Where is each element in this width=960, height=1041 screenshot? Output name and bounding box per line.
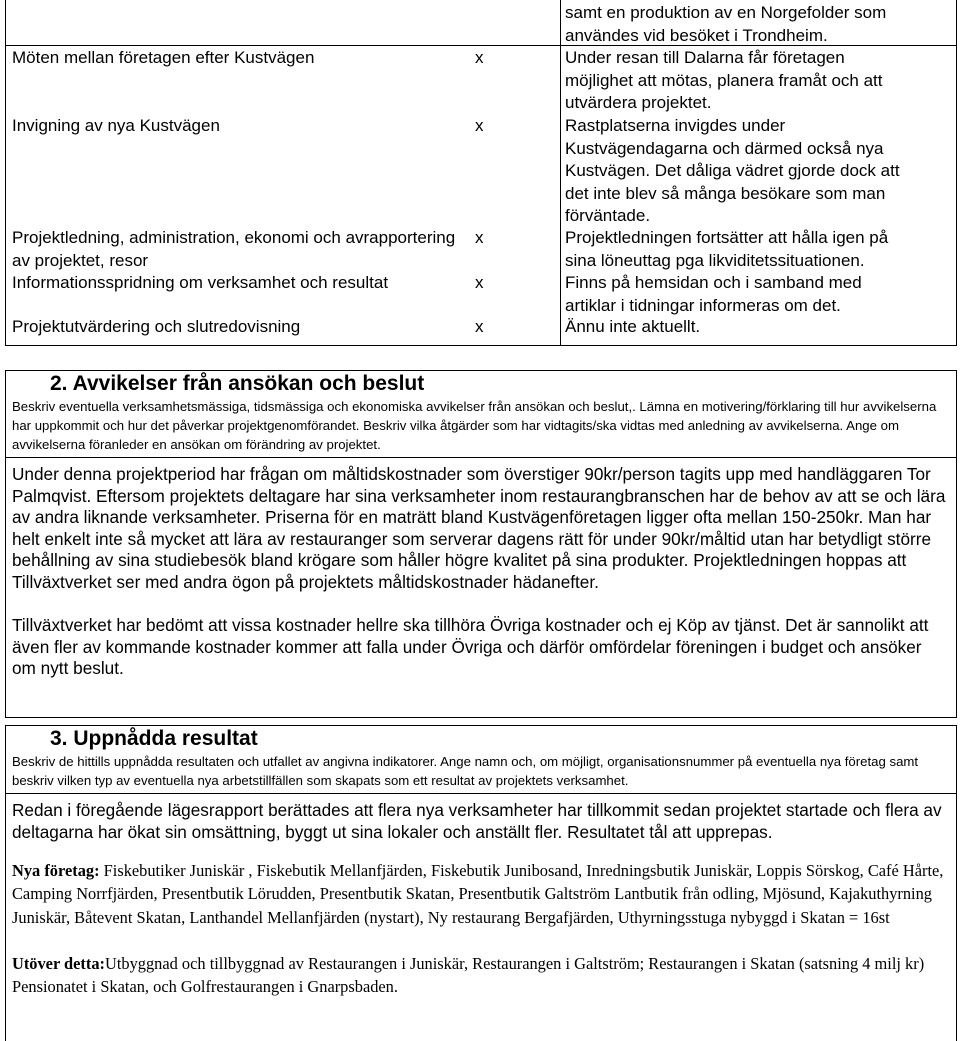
row-mark: x xyxy=(475,48,484,67)
row-comment xyxy=(565,272,951,317)
comment-line: Under resan till Dalarna får företagen xyxy=(565,48,845,67)
besides-paragraph xyxy=(12,952,950,999)
body-paragraph: Redan i föregående lägesrapport berättades att flera nya verksamheter har tillkommit sedan projektet startade och flera av deltagarna har ökat sin omsättning, byggt ut sina lokaler och anställt fler. Resultatet tål att upprepas. xyxy=(12,800,942,842)
section-results xyxy=(5,725,957,1041)
comment-line: samt en produktion av en Norgefolder som xyxy=(565,3,887,22)
row-mark: x xyxy=(475,317,484,336)
row-activity: Informationsspridning om verksamhet och resultat xyxy=(12,273,389,292)
comment-line: Rastplatserna invigdes under xyxy=(565,116,786,135)
section-instruction: Beskriv eventuella verksamhetsmässiga, tidsmässiga och ekonomiska avvikelser från ansökan och beslut,. Lämna en motivering/förklaring till hur avvikelserna har uppkommit och hur det påverkar projektgenomförandet. Beskriv vilka åtgärder som har vidtagits/ska vidtas med anledning av avvikelserna. Ange om avvikelserna föranleder en ansökan om förändring av projektet. xyxy=(12,399,937,452)
row-comment xyxy=(565,2,951,47)
comment-line: möjlighet att mötas, planera framåt och att xyxy=(565,70,883,90)
comment-line: sina löneuttag pga likviditetssituationen. xyxy=(565,250,865,270)
comment-line: användes vid besöket i Trondheim. xyxy=(565,25,828,45)
row-activity: Projektledning, administration, ekonomi och avrapportering av projektet, resor xyxy=(12,228,456,270)
table-column-divider xyxy=(560,0,561,345)
comment-line: utvärdera projektet. xyxy=(565,93,712,112)
row-comment xyxy=(565,115,951,228)
section-header xyxy=(6,726,956,794)
section-deviations xyxy=(5,370,957,718)
section-body xyxy=(6,458,956,680)
section-header xyxy=(6,371,956,458)
comment-line: förväntade. xyxy=(565,206,651,225)
new-companies-text: Fiskebutiker Juniskär , Fiskebutik Mellanfjärden, Fiskebutik Junibosand, Inredningsbutik Juniskär, Loppis Sörskog, Café Hårte, Camping Norrfjärden, Presentbutik Lörudden, Presentbutik Skatan, Presentbutik Galtström Lantbutik från odling, Mjösund, Kajakuthyrning Juniskär, Båtevent Skatan, Lanthandel Mellanfjärden (nystart), Ny restaurang Bergafjärden, Uthyrningsstuga nybyggd i Skatan = 16st xyxy=(12,861,944,927)
comment-line: Ännu inte aktuellt. xyxy=(565,317,701,336)
section-title: 3. Uppnådda resultat xyxy=(50,727,258,750)
row-mark: x xyxy=(475,116,484,135)
row-comment xyxy=(565,227,951,272)
comment-line: Kustvägen. Det dåliga vädret gjorde dock att xyxy=(565,161,900,180)
activity-table xyxy=(5,0,957,346)
comment-line: Kustvägendagarna och därmed också nya xyxy=(565,138,884,158)
comment-line: Finns på hemsidan och i samband med xyxy=(565,273,862,292)
comment-line: Projektledningen fortsätter att hålla igen på xyxy=(565,228,889,247)
row-comment xyxy=(565,47,951,115)
comment-line: artiklar i tidningar informeras om det. xyxy=(565,295,841,315)
section-title: 2. Avvikelser från ansökan och beslut xyxy=(50,372,425,395)
new-companies-label: Nya företag: xyxy=(12,861,100,880)
row-activity: Invigning av nya Kustvägen xyxy=(12,116,220,135)
row-mark: x xyxy=(475,228,484,247)
section-instruction: Beskriv de hittills uppnådda resultaten och utfallet av angivna indikatorer. Ange namn och, om möjligt, organisationsnummer på eventuella nya företag samt beskriv vilken typ av eventuella nya arbetstillfällen som skapats som ett resultat av projektets verksamhet. xyxy=(12,754,919,788)
row-mark: x xyxy=(475,273,484,292)
row-activity: Projektutvärdering och slutredovisning xyxy=(12,317,301,336)
comment-line: det inte blev så många besökare som man xyxy=(565,183,886,203)
body-paragraph: Tillväxtverket har bedömt att vissa kostnader hellre ska tillhöra Övriga kostnader och ej Köp av tjänst. Det är sannolikt att även fler av kommande kostnader kommer att falla under Övriga och därför omfördelar föreningen i budget och ansöker om nytt beslut. xyxy=(12,615,929,678)
body-paragraph: Under denna projektperiod har frågan om måltidskostnader som överstiger 90kr/person tagits upp med handläggaren Tor Palmqvist. Eftersom projektets deltagare har sina verksamheter inom restaurangbranschen har de behov av att se och lära av andra liknande verksamheter. Priserna för en maträtt bland Kustvägenföretagen ligger ofta mellan 150-250kr. Man har helt enkelt inte så mycket att lära av restauranger som serverar dagens rätt för under 90kr/måltid utan har betydligt större behållning av sina studiebesök bland krögare som håller högre kvalitet på sina produkter. Projektledningen hoppas att Tillväxtverket ser med andra ögon på projektets måltidskostnader hädanefter. xyxy=(12,464,946,592)
row-activity: Möten mellan företagen efter Kustvägen xyxy=(12,48,315,67)
besides-label: Utöver detta: xyxy=(12,953,105,973)
new-companies-paragraph xyxy=(12,859,950,929)
section-body xyxy=(6,794,956,998)
besides-text: Utbyggnad och tillbyggnad av Restaurangen i Juniskär, Restaurangen i Galtström; Restaurangen i Skatan (satsning 4 milj kr) Pensionatet i Skatan, och Golfrestaurangen i Gnarpsbaden. xyxy=(12,953,925,997)
row-comment xyxy=(565,316,951,339)
